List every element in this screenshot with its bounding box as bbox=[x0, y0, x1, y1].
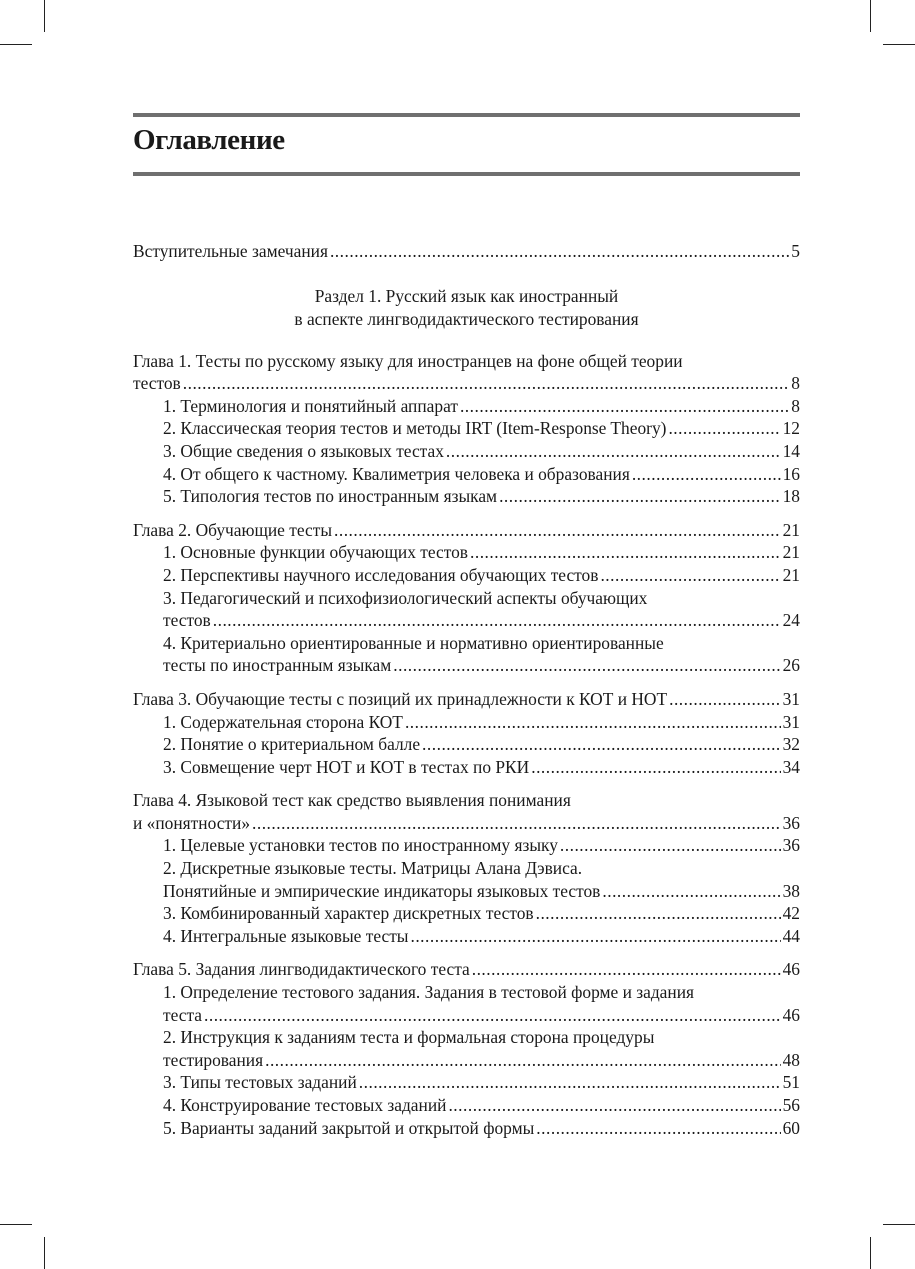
toc-entry-title: 5. Варианты заданий закрытой и открытой формы bbox=[163, 1117, 535, 1138]
dot-leader bbox=[334, 519, 781, 542]
toc-chapter-4[interactable] bbox=[133, 789, 800, 834]
toc-entry-row bbox=[163, 834, 800, 857]
chapter-gap bbox=[133, 947, 800, 958]
page-number: 32 bbox=[782, 734, 800, 755]
toc-entry-row bbox=[133, 372, 800, 395]
toc-entry-title: 4. Конструирование тестовых заданий bbox=[163, 1095, 447, 1115]
page-number: 56 bbox=[782, 1095, 800, 1115]
dot-leader bbox=[448, 1094, 780, 1117]
toc-entry-title: Понятийные и эмпирические индикаторы языковых тестов bbox=[163, 880, 601, 901]
toc-entry-title: тестов bbox=[163, 610, 211, 631]
toc-entry-title: 3. Комбинированный характер дискретных тестов bbox=[163, 903, 534, 924]
toc-subsection[interactable] bbox=[133, 587, 800, 632]
toc-chapter-2[interactable] bbox=[133, 519, 800, 542]
toc-subsection[interactable] bbox=[133, 711, 800, 734]
toc-entry-row bbox=[133, 958, 800, 981]
toc-entry-row bbox=[163, 733, 800, 756]
toc-entry-row bbox=[133, 812, 800, 835]
page-number: 46 bbox=[782, 959, 800, 980]
crop-mark bbox=[883, 44, 915, 45]
dot-leader bbox=[393, 654, 780, 677]
toc-entry-line: 2. Инструкция к заданиям теста и формальная сторона процедуры bbox=[163, 1027, 655, 1048]
toc-entry-line: 4. Критериально ориентированные и нормативно ориентированные bbox=[163, 632, 664, 653]
dot-leader bbox=[410, 925, 780, 948]
toc-subsection[interactable] bbox=[133, 395, 800, 418]
page-number: 36 bbox=[782, 812, 800, 833]
table-of-contents bbox=[133, 240, 800, 1139]
toc-subsection[interactable] bbox=[133, 925, 800, 948]
page-number: 24 bbox=[782, 610, 800, 631]
dot-leader bbox=[472, 958, 781, 981]
dot-leader bbox=[632, 463, 781, 486]
crop-mark bbox=[883, 1224, 915, 1225]
toc-entry-row bbox=[163, 902, 800, 925]
page-number: 26 bbox=[782, 655, 800, 676]
section-title-line: Раздел 1. Русский язык как иностранный bbox=[314, 285, 619, 306]
chapter-gap bbox=[133, 508, 800, 519]
toc-entry-title: тесты по иностранным языкам bbox=[163, 655, 392, 676]
toc-entry-line: 3. Педагогический и психофизиологический аспекты обучающих bbox=[163, 587, 648, 608]
toc-entry-line: 1. Определение тестового задания. Задания в тестовой форме и задания bbox=[163, 982, 694, 1003]
toc-entry-row bbox=[163, 541, 800, 564]
dot-leader bbox=[460, 395, 789, 418]
page-number: 31 bbox=[782, 711, 800, 732]
crop-mark bbox=[44, 1237, 45, 1269]
dot-leader bbox=[213, 609, 781, 632]
dot-leader bbox=[183, 372, 790, 395]
crop-mark bbox=[0, 44, 32, 45]
toc-entry-row bbox=[133, 688, 800, 711]
dot-leader bbox=[536, 902, 781, 925]
toc-subsection[interactable] bbox=[133, 1117, 800, 1140]
toc-entry-intro[interactable] bbox=[133, 240, 800, 263]
page-number: 42 bbox=[782, 903, 800, 924]
chapter-gap bbox=[133, 677, 800, 688]
dot-leader bbox=[446, 440, 781, 463]
toc-entry-row bbox=[163, 1049, 800, 1072]
dot-leader bbox=[265, 1049, 781, 1072]
toc-subsection[interactable] bbox=[133, 463, 800, 486]
toc-entry-row bbox=[163, 440, 800, 463]
page-number: 16 bbox=[782, 463, 800, 484]
toc-entry-row bbox=[163, 654, 800, 677]
toc-entry-row bbox=[163, 1094, 800, 1117]
toc-chapter-3[interactable] bbox=[133, 688, 800, 711]
crop-mark bbox=[44, 0, 45, 32]
page-title: Оглавление bbox=[133, 124, 285, 156]
dot-leader bbox=[499, 485, 781, 508]
toc-entry-row bbox=[163, 395, 800, 418]
toc-entry-title: тестов bbox=[133, 373, 181, 394]
toc-subsection[interactable] bbox=[133, 733, 800, 756]
page-number: 31 bbox=[782, 688, 800, 709]
chapter-list bbox=[133, 350, 800, 1140]
toc-entry-title: тестирования bbox=[163, 1049, 264, 1070]
toc-entry-title: 1. Содержательная сторона КОТ bbox=[163, 711, 403, 732]
toc-subsection[interactable] bbox=[133, 1094, 800, 1117]
dot-leader bbox=[602, 880, 780, 903]
bottom-rule bbox=[133, 172, 800, 176]
toc-entry-title: 1. Целевые установки тестов по иностранному языку bbox=[163, 835, 558, 856]
toc-entry-line: 2. Дискретные языковые тесты. Матрицы Алана Дэвиса. bbox=[163, 858, 583, 879]
toc-entry-row bbox=[163, 880, 800, 903]
toc-subsection[interactable] bbox=[133, 1026, 800, 1071]
toc-entry-line: Глава 4. Языковой тест как средство выявления понимания bbox=[133, 790, 571, 811]
toc-entry-title: Глава 5. Задания лингводидактического теста bbox=[133, 959, 470, 980]
toc-subsection[interactable] bbox=[133, 440, 800, 463]
toc-entry-title: 2. Классическая теория тестов и методы IRT (Item-Response Theory) bbox=[163, 418, 667, 439]
page-number: 14 bbox=[782, 440, 800, 461]
toc-entry-title: Глава 2. Обучающие тесты bbox=[133, 519, 332, 540]
toc-entry-title: теста bbox=[163, 1004, 203, 1025]
toc-entry-row bbox=[163, 1071, 800, 1094]
toc-entry-row bbox=[163, 564, 800, 587]
toc-entry-row bbox=[163, 1004, 800, 1027]
toc-entry-title: 2. Перспективы научного исследования обучающих тестов bbox=[163, 564, 599, 585]
dot-leader bbox=[600, 564, 780, 587]
toc-chapter-1[interactable] bbox=[133, 350, 800, 395]
toc-entry-title: 2. Понятие о критериальном балле bbox=[163, 734, 421, 755]
dot-leader bbox=[470, 541, 781, 564]
toc-entry-row bbox=[163, 463, 800, 486]
page-number: 51 bbox=[782, 1072, 800, 1093]
page-number: 60 bbox=[782, 1117, 800, 1138]
page-number: 21 bbox=[782, 564, 800, 585]
crop-mark bbox=[0, 1224, 32, 1225]
toc-subsection[interactable] bbox=[133, 564, 800, 587]
toc-subsection[interactable] bbox=[133, 632, 800, 677]
toc-entry-line: Глава 1. Тесты по русскому языку для иностранцев на фоне общей теории bbox=[133, 350, 683, 371]
page-number: 21 bbox=[782, 542, 800, 563]
toc-entry-row bbox=[163, 756, 800, 779]
toc-entry-title: 4. От общего к частному. Квалиметрия человека и образования bbox=[163, 463, 630, 484]
toc-entry-row bbox=[163, 609, 800, 632]
dot-leader bbox=[560, 834, 781, 857]
page-number: 34 bbox=[782, 756, 800, 777]
dot-leader bbox=[204, 1004, 781, 1027]
page-number: 44 bbox=[782, 925, 800, 946]
page-number: 36 bbox=[782, 835, 800, 856]
chapter-gap bbox=[133, 778, 800, 789]
dot-leader bbox=[359, 1071, 781, 1094]
dot-leader bbox=[405, 711, 781, 734]
toc-entry-row bbox=[163, 711, 800, 734]
toc-entry-row bbox=[163, 925, 800, 948]
toc-subsection[interactable] bbox=[133, 981, 800, 1026]
crop-mark bbox=[870, 1237, 871, 1269]
page-number: 48 bbox=[782, 1049, 800, 1070]
dot-leader bbox=[668, 417, 780, 440]
toc-subsection[interactable] bbox=[133, 1071, 800, 1094]
toc-entry-title: 4. Интегральные языковые тесты bbox=[163, 925, 409, 946]
page-number: 21 bbox=[782, 519, 800, 540]
section-heading bbox=[133, 285, 800, 331]
toc-entry-title: 3. Типы тестовых заданий bbox=[163, 1072, 357, 1093]
dot-leader bbox=[422, 733, 781, 756]
crop-mark bbox=[870, 0, 871, 32]
toc-entry-title: Вступительные замечания bbox=[133, 241, 328, 261]
top-rule bbox=[133, 113, 800, 117]
toc-entry-title: 3. Совмещение черт НОТ и КОТ в тестах по РКИ bbox=[163, 756, 530, 777]
toc-subsection[interactable] bbox=[133, 417, 800, 440]
page-number: 18 bbox=[782, 486, 800, 507]
page-number: 8 bbox=[791, 373, 800, 394]
toc-entry-row bbox=[163, 1117, 800, 1140]
toc-subsection[interactable] bbox=[133, 857, 800, 902]
toc-subsection[interactable] bbox=[133, 902, 800, 925]
toc-entry-title: 5. Типология тестов по иностранным языкам bbox=[163, 486, 498, 507]
dot-leader bbox=[330, 240, 789, 263]
toc-entry-row bbox=[163, 485, 800, 508]
toc-entry-title: 1. Терминология и понятийный аппарат bbox=[163, 395, 458, 416]
toc-entry-title: 1. Основные функции обучающих тестов bbox=[163, 542, 469, 563]
section-title-line: в аспекте лингводидактического тестирования bbox=[294, 308, 639, 329]
dot-leader bbox=[669, 688, 781, 711]
toc-entry-title: и «понятности» bbox=[133, 812, 251, 833]
toc-subsection[interactable] bbox=[133, 834, 800, 857]
toc-entry-row bbox=[133, 519, 800, 542]
toc-subsection[interactable] bbox=[133, 756, 800, 779]
toc-entry-title: 3. Общие сведения о языковых тестах bbox=[163, 440, 444, 461]
page-number: 38 bbox=[782, 880, 800, 901]
toc-entry-title: Глава 3. Обучающие тесты с позиций их принадлежности к КОТ и НОТ bbox=[133, 688, 668, 709]
page-number: 12 bbox=[782, 418, 800, 439]
toc-subsection[interactable] bbox=[133, 541, 800, 564]
toc-subsection[interactable] bbox=[133, 485, 800, 508]
page-number: 8 bbox=[791, 395, 800, 416]
dot-leader bbox=[531, 756, 780, 779]
dot-leader bbox=[252, 812, 781, 835]
dot-leader bbox=[536, 1117, 780, 1140]
toc-entry-row bbox=[163, 417, 800, 440]
page-number: 46 bbox=[782, 1004, 800, 1025]
toc-chapter-5[interactable] bbox=[133, 958, 800, 981]
page-number: 5 bbox=[791, 241, 800, 261]
